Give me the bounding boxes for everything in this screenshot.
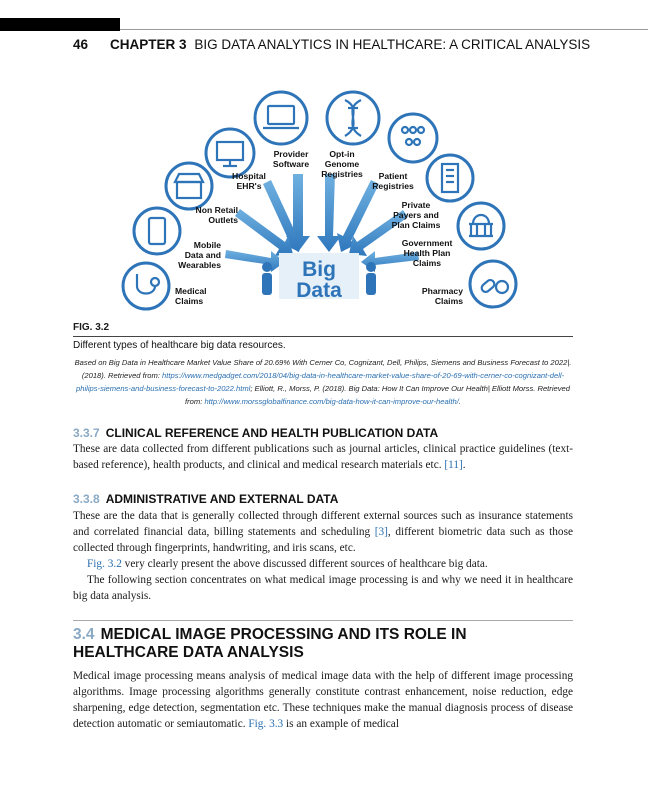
paragraph-3-3-7 [73, 441, 573, 473]
label-medical-1: Medical [175, 286, 207, 296]
heading-3-3-8 [73, 492, 338, 506]
non-retail-icon [166, 163, 212, 209]
running-header [73, 37, 593, 52]
big-data-center [279, 253, 359, 302]
hospital-ehr-icon [206, 129, 254, 177]
figure-label: FIG. 3.2 [73, 322, 110, 333]
stethoscope-icon [123, 263, 169, 309]
label-patient-1: Patient [378, 171, 408, 181]
source-text-2: Forecast to 2022|. (2018). Retrieved from: [81, 358, 572, 380]
figure-link[interactable]: Fig. 3.2 [87, 558, 122, 570]
para-text-end: . [462, 459, 466, 471]
figure-link[interactable]: Fig. 3.3 [248, 718, 284, 730]
label-medical-2: Claims [175, 296, 204, 306]
figure-caption: Different types of healthcare big data resources. [73, 340, 286, 351]
source-link-1a[interactable]: https://www.medgadget.com/2018/04/big-data-in-healthcare-market-value-share-of-20- [162, 371, 454, 380]
label-hospital-2: EHR's [236, 181, 262, 191]
source-text-4: Can Improve Our Health| Elliott Morss. Retrieved from: [185, 384, 570, 406]
pharmacy-pills-icon [470, 261, 516, 307]
patient-registries-icon [389, 114, 437, 162]
para-text: These are the data that is generally collected through different external sources such as insurance statements and correlated financial data, billing statements and scheduling [73, 510, 573, 538]
para-text-2: , different biometric data such as those collected through fingerprints, handwriting, and iris scans, etc. [73, 526, 573, 554]
citation-link[interactable]: [3] [374, 526, 388, 538]
private-payers-icon [427, 155, 473, 201]
section-title: CLINICAL REFERENCE AND HEALTH PUBLICATION DATA [105, 426, 439, 440]
label-provider-2: Software [272, 159, 310, 169]
big-data-sources-figure [113, 86, 533, 321]
paragraph-3-3-8 [73, 508, 573, 604]
paragraph-2 [73, 556, 573, 572]
arrow-mobile [225, 250, 285, 272]
paragraph-3-4 [73, 668, 573, 732]
source-text-3: ; Elliott, R., Morss, P. (2018). Big Data: How It [250, 384, 404, 393]
citation-link[interactable]: [11] [444, 459, 463, 471]
source-end: . [458, 397, 461, 406]
label-private-3: Plan Claims [391, 220, 441, 230]
center-text-big: Big [302, 258, 336, 281]
label-pharmacy-1: Pharmacy [421, 286, 463, 296]
label-mobile-3: Wearables [178, 260, 221, 270]
label-government-3: Claims [412, 258, 442, 268]
label-mobile-2: Data and [184, 250, 221, 260]
label-nonretail-1: Non Retail [195, 205, 238, 215]
para-text: Medical image processing means analysis of medical image data with the help of different image processing algorithms. Image processing algorithms generally constitute contrast enhancement, noise reduction, edge sharpening, edge detection, segmentation etc. These techniques make the manual diagnosis process of disease detection automatic or semiautomatic. [73, 670, 573, 730]
label-optin-2: Genome [324, 159, 360, 169]
chapter-title: BIG DATA ANALYTICS IN HEALTHCARE: A CRITICAL ANALYSIS [194, 37, 591, 52]
label-optin-1: Opt-in [329, 149, 355, 159]
label-provider-1: Provider [273, 149, 309, 159]
section-rule [73, 620, 573, 621]
page-number: 46 [73, 37, 89, 52]
chapter-label: CHAPTER 3 [110, 37, 187, 52]
label-optin-3: Registries [321, 169, 363, 179]
label-nonretail-2: Outlets [208, 215, 238, 225]
label-pharmacy-2: Claims [434, 296, 463, 306]
header-rule [120, 29, 648, 30]
para-text-end: is an example of medical [283, 718, 399, 730]
para-text: These are data collected from different publications such as journal articles, clinical practice guidelines (text-based reference), health products, and clinical and medical research materials etc. [73, 443, 573, 471]
label-government-2: Health Plan [403, 248, 451, 258]
section-title: ADMINISTRATIVE AND EXTERNAL DATA [105, 492, 339, 506]
section-number: 3.4 [73, 626, 95, 643]
mobile-wearables-icon [134, 208, 180, 254]
center-text-data: Data [296, 279, 342, 302]
para-text-3: very clearly present the above discussed different sources of healthcare big data. [121, 558, 488, 570]
heading-3-4 [73, 626, 573, 662]
heading-3-3-7 [73, 426, 438, 440]
source-link-2[interactable]: http://www.morssglobalfinance.com/big-data-how-it-can-improve-our-health/ [204, 397, 459, 406]
label-patient-2: Registries [372, 181, 414, 191]
header-bar [0, 18, 120, 31]
figure-rule [73, 336, 573, 337]
label-private-2: Payers and [393, 210, 439, 220]
section-number: 3.3.7 [73, 426, 100, 440]
source-link-1b[interactable]: 69-with-cerner-co-cognizant-dell-philips-siemens-and-business-forecast-to-2022.html [76, 371, 565, 393]
section-number: 3.3.8 [73, 492, 100, 506]
label-government-1: Government [401, 238, 453, 248]
label-private-1: Private [401, 200, 431, 210]
arrow-optin [317, 174, 341, 252]
figure-source [73, 356, 573, 408]
label-mobile-1: Mobile [193, 240, 221, 250]
government-icon [458, 203, 504, 249]
paragraph-3: The following section concentrates on what medical image processing is and why we need it in healthcare big data analysis. [73, 574, 573, 602]
provider-software-icon [255, 92, 307, 144]
source-text-1: Based on Big Data in Healthcare Market Value Share of 20.69% With Cerner Co, Cognizant, Dell, Philips, Siemens and Business [74, 358, 509, 367]
section-title: MEDICAL IMAGE PROCESSING AND ITS ROLE IN HEALTHCARE DATA ANALYSIS [73, 626, 467, 661]
label-hospital-1: Hospital [232, 171, 266, 181]
